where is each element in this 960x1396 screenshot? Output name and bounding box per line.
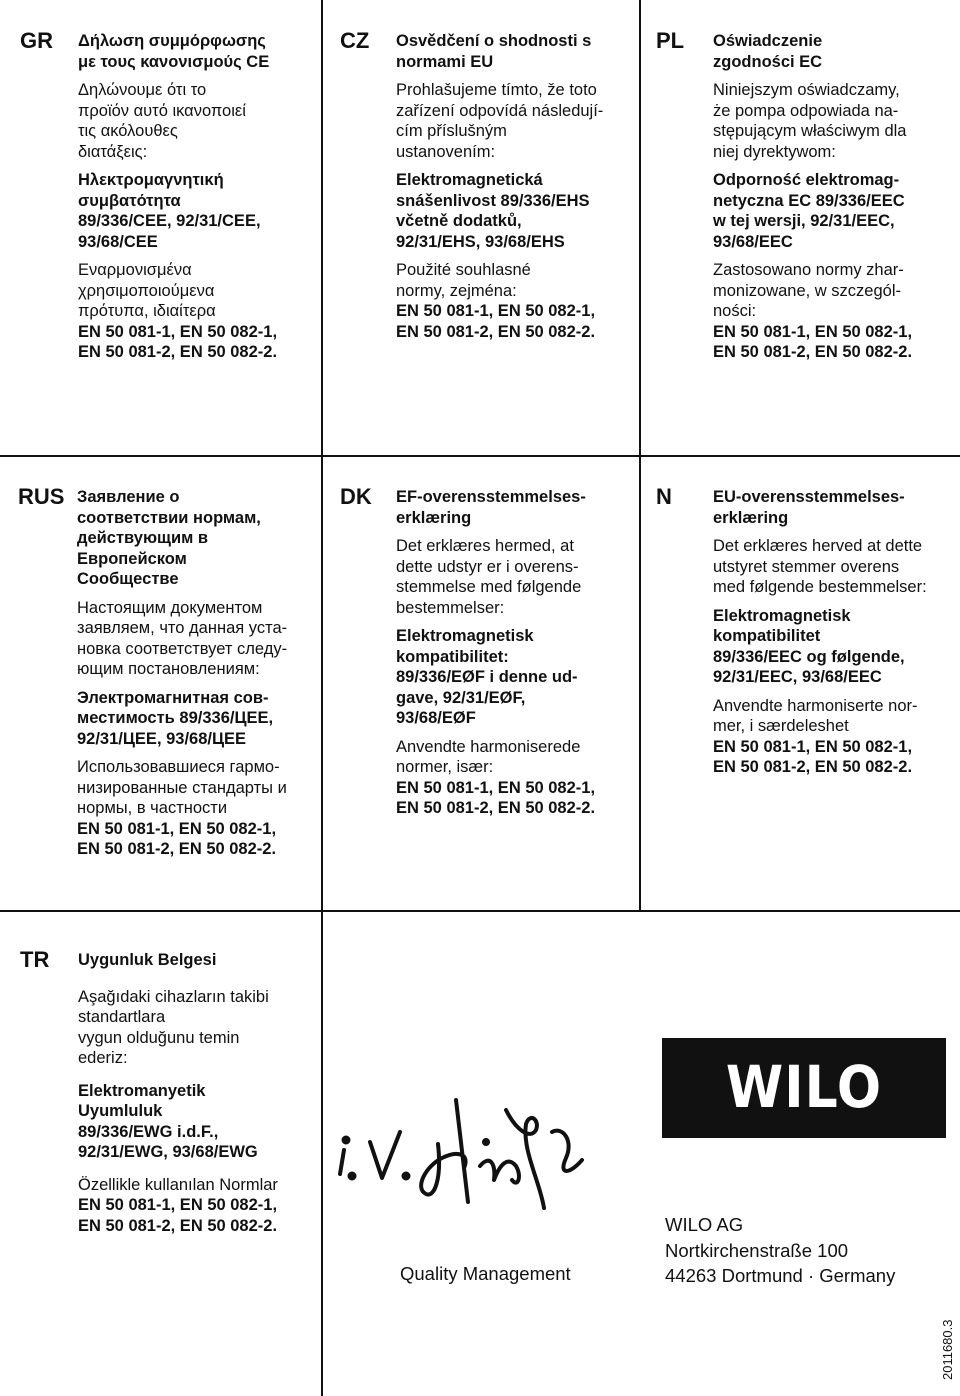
section-title: Oświadczenie zgodności EC xyxy=(713,32,823,71)
section-title: Заявление о соответствии нормам, действующим в Европейском Сообществе xyxy=(77,488,261,588)
document-number: 2011680.3 xyxy=(940,1319,955,1380)
section-intro: Aşağıdaki cihazların takibi standartlara vygun olduğunu temin ederiz: xyxy=(78,987,269,1067)
logo-wordmark: WILO xyxy=(725,1054,883,1122)
section-directive: Электромагнитная сов- местимость 89/336/ЦЕЕ, 92/31/ЦЕЕ, 93/68/ЦЕЕ xyxy=(77,688,274,748)
company-address xyxy=(665,1212,895,1289)
section-directive: Elektromagnetická snášenlivost 89/336/EHS včetně dodatků, 92/31/EHS, 93/68/EHS xyxy=(396,171,590,251)
section-dk xyxy=(396,487,636,827)
section-standards-intro: Anvendte harmoniserede normer, især: xyxy=(396,737,581,776)
language-code-tr: TR xyxy=(20,947,50,972)
section-title: EU-overensstemmelses- erklæring xyxy=(713,488,905,527)
row-divider xyxy=(0,910,960,912)
signature-caption: Quality Management xyxy=(400,1263,571,1284)
signature xyxy=(330,1070,630,1220)
section-directive: Elektromagnetisk kompatibilitet: 89/336/EØF i denne ud- gave, 92/31/EØF, 93/68/EØF xyxy=(396,627,578,727)
address-line: Nortkirchenstraße 100 xyxy=(665,1239,849,1261)
section-standards: EN 50 081-1, EN 50 082-1, EN 50 081-2, EN 50 082-2. xyxy=(713,322,913,361)
section-title: EF-overensstemmelses- erklæring xyxy=(396,488,586,527)
section-standards-intro: Zastosowano normy zhar- monizowane, w szczegól- ności: xyxy=(713,261,904,320)
section-standards: EN 50 081-1, EN 50 082-1, EN 50 081-2, EN 50 082-2. xyxy=(713,737,913,776)
section-standards: EN 50 081-1, EN 50 082-1, EN 50 081-2, EN 50 082-2. xyxy=(78,1196,278,1235)
section-standards: EN 50 081-1, EN 50 082-1, EN 50 081-2, EN 50 082-2. xyxy=(77,819,277,858)
language-code-pl: PL xyxy=(656,28,685,53)
section-cz xyxy=(396,31,636,350)
section-standards-intro: Anvendte harmoniserte nor- mer, i særdeleshet xyxy=(713,696,918,735)
section-standards-intro: Özellikle kullanılan Normlar xyxy=(78,1175,278,1194)
section-intro: Δηλώνουμε ότι το προϊόν αυτό ικανοποιεί τις ακόλουθες διατάξεις: xyxy=(78,81,246,161)
section-directive: Odporność elektromag- netyczna EC 89/336/EEC w tej wersji, 92/31/EEC, 93/68/EEC xyxy=(713,171,905,251)
column-divider xyxy=(321,0,323,1396)
section-intro: Настоящим документом заявляем, что данная уста- новка соответствует следу- ющим постановлениям: xyxy=(77,598,288,678)
row-divider xyxy=(0,455,960,457)
address-line: WILO AG xyxy=(665,1214,744,1235)
section-intro: Niniejszym oświadczamy, że pompa odpowiada na- stępującym właściwym dla niej dyrektywom: xyxy=(713,81,907,161)
section-standards: EN 50 081-1, EN 50 082-1, EN 50 081-2, EN 50 082-2. xyxy=(396,778,596,817)
section-intro: Det erklæres herved at dette utstyret stemmer overens med følgende bestemmelser: xyxy=(713,537,927,596)
language-code-cz: CZ xyxy=(340,28,370,53)
section-standards: EN 50 081-1, EN 50 082-1, EN 50 081-2, EN 50 082-2. xyxy=(396,302,596,341)
language-code-dk: DK xyxy=(340,484,372,509)
section-standards-intro: Использовавшиеся гармо- низированные стандарты и нормы, в частности xyxy=(77,758,287,817)
language-code-gr: GR xyxy=(20,28,53,53)
language-code-rus: RUS xyxy=(18,484,65,509)
wilo-logo xyxy=(662,1038,946,1138)
language-code-n: N xyxy=(656,484,672,509)
section-pl xyxy=(713,31,953,371)
section-rus xyxy=(77,487,317,868)
section-intro: Det erklæres hermed, at dette udstyr er i overens- stemmelse med følgende bestemmelser: xyxy=(396,537,582,617)
section-intro: Prohlašujeme tímto, že toto zařízení odpovídá následují- cím příslušným ustanovením: xyxy=(396,81,604,161)
section-directive: Elektromanyetik Uyumluluk 89/336/EWG i.d.F., 92/31/EWG, 93/68/EWG xyxy=(78,1081,258,1161)
section-gr xyxy=(78,31,318,371)
section-directive: Elektromagnetisk kompatibilitet 89/336/EEC og følgende, 92/31/EEC, 93/68/EEC xyxy=(713,606,905,686)
section-title: Δήλωση συμμόρφωσης με τους κανονισμούς CE xyxy=(78,32,270,71)
section-standards: EN 50 081-1, EN 50 082-1, EN 50 081-2, EN 50 082-2. xyxy=(78,322,278,361)
section-standards-intro: Použité souhlasné normy, zejména: xyxy=(396,261,531,300)
section-directive: Ηλεκτρομαγνητική συμβατότητα 89/336/CEE, 92/31/CEE, 93/68/CEE xyxy=(78,171,261,251)
section-tr xyxy=(78,950,318,1244)
address-line: 44263 Dortmund · Germany xyxy=(665,1265,896,1286)
section-title: Uygunluk Belgesi xyxy=(78,951,217,969)
section-standards-intro: Εναρμονισμένα χρησιμοποιούμενα πρότυπα, ιδιαίτερα xyxy=(78,261,216,320)
section-title: Osvědčení o shodnosti s normami EU xyxy=(396,32,592,71)
section-n xyxy=(713,487,953,786)
